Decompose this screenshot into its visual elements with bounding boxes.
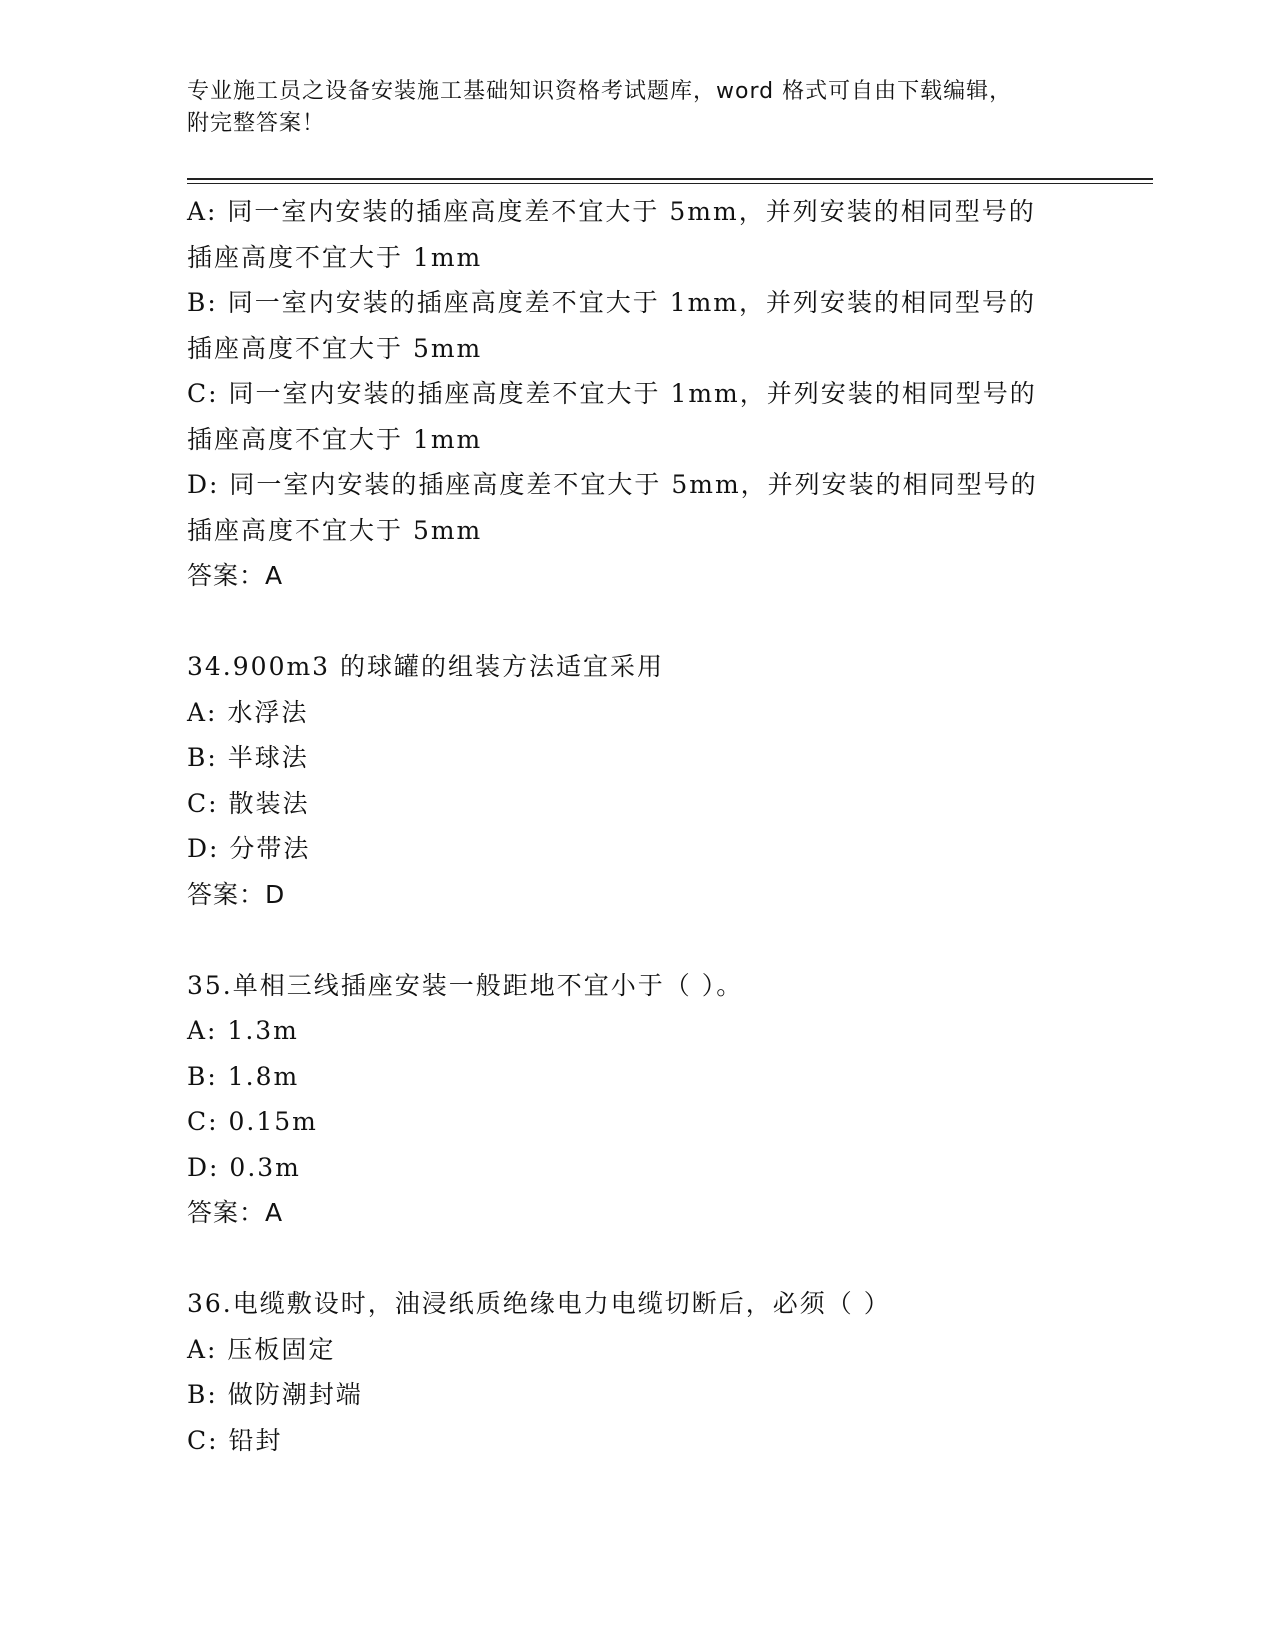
option-a-line-1: A: 同一室内安装的插座高度差不宜大于 5mm，并列安装的相同型号的 [187,197,1036,226]
question-33 [187,189,1067,599]
spacer [187,599,1067,645]
option-c: C: 0.15m [187,1107,318,1136]
question-text: 35.单相三线插座安装一般距地不宜小于（ ）。 [187,970,744,1000]
option-d: D: 0.3m [187,1152,301,1182]
option-b: B: 做防潮封端 [187,1380,363,1409]
option-a-line-2: 插座高度不宜大于 1mm [187,242,483,272]
question-34 [187,644,1067,917]
option-c: C: 铅封 [187,1425,283,1455]
option-b-line-2: 插座高度不宜大于 5mm [187,333,483,363]
answer-line: 答案：A [187,1198,284,1227]
option-b: B: 半球法 [187,743,309,772]
question-text: 36.电缆敷设时，油浸纸质绝缘电力电缆切断后，必须（ ） [187,1289,891,1318]
question-35 [187,963,1067,1236]
spacer [187,1236,1067,1282]
spacer [187,917,1067,963]
option-a: A: 水浮法 [187,697,309,727]
option-c-line-1: C: 同一室内安装的插座高度差不宜大于 1mm，并列安装的相同型号的 [187,379,1037,408]
option-a: A: 压板固定 [187,1334,336,1364]
answer-line: 答案：D [187,879,286,909]
header-line-2: 附完整答案！ [187,111,326,136]
option-b-line-1: B: 同一室内安装的插座高度差不宜大于 1mm，并列安装的相同型号的 [187,288,1037,317]
option-a: A: 1.3m [187,1016,299,1045]
question-36 [187,1281,1067,1463]
header-divider-thick [187,178,1153,180]
question-list [187,189,1067,1463]
header-divider-thin [187,183,1153,184]
header-line-1: 专业施工员之设备安装施工基础知识资格考试题库，word 格式可自由下载编辑， [187,79,1013,104]
option-d-line-1: D: 同一室内安装的插座高度差不宜大于 5mm，并列安装的相同型号的 [187,470,1038,499]
option-c-line-2: 插座高度不宜大于 1mm [187,424,483,454]
option-b: B: 1.8m [187,1061,300,1091]
question-text: 34.900m3 的球罐的组装方法适宜采用 [187,652,665,681]
answer-line: 答案：A [187,561,284,590]
document-header [187,76,1067,140]
option-c: C: 散装法 [187,788,310,818]
option-d: D: 分带法 [187,834,311,863]
option-d-line-2: 插座高度不宜大于 5mm [187,515,483,545]
